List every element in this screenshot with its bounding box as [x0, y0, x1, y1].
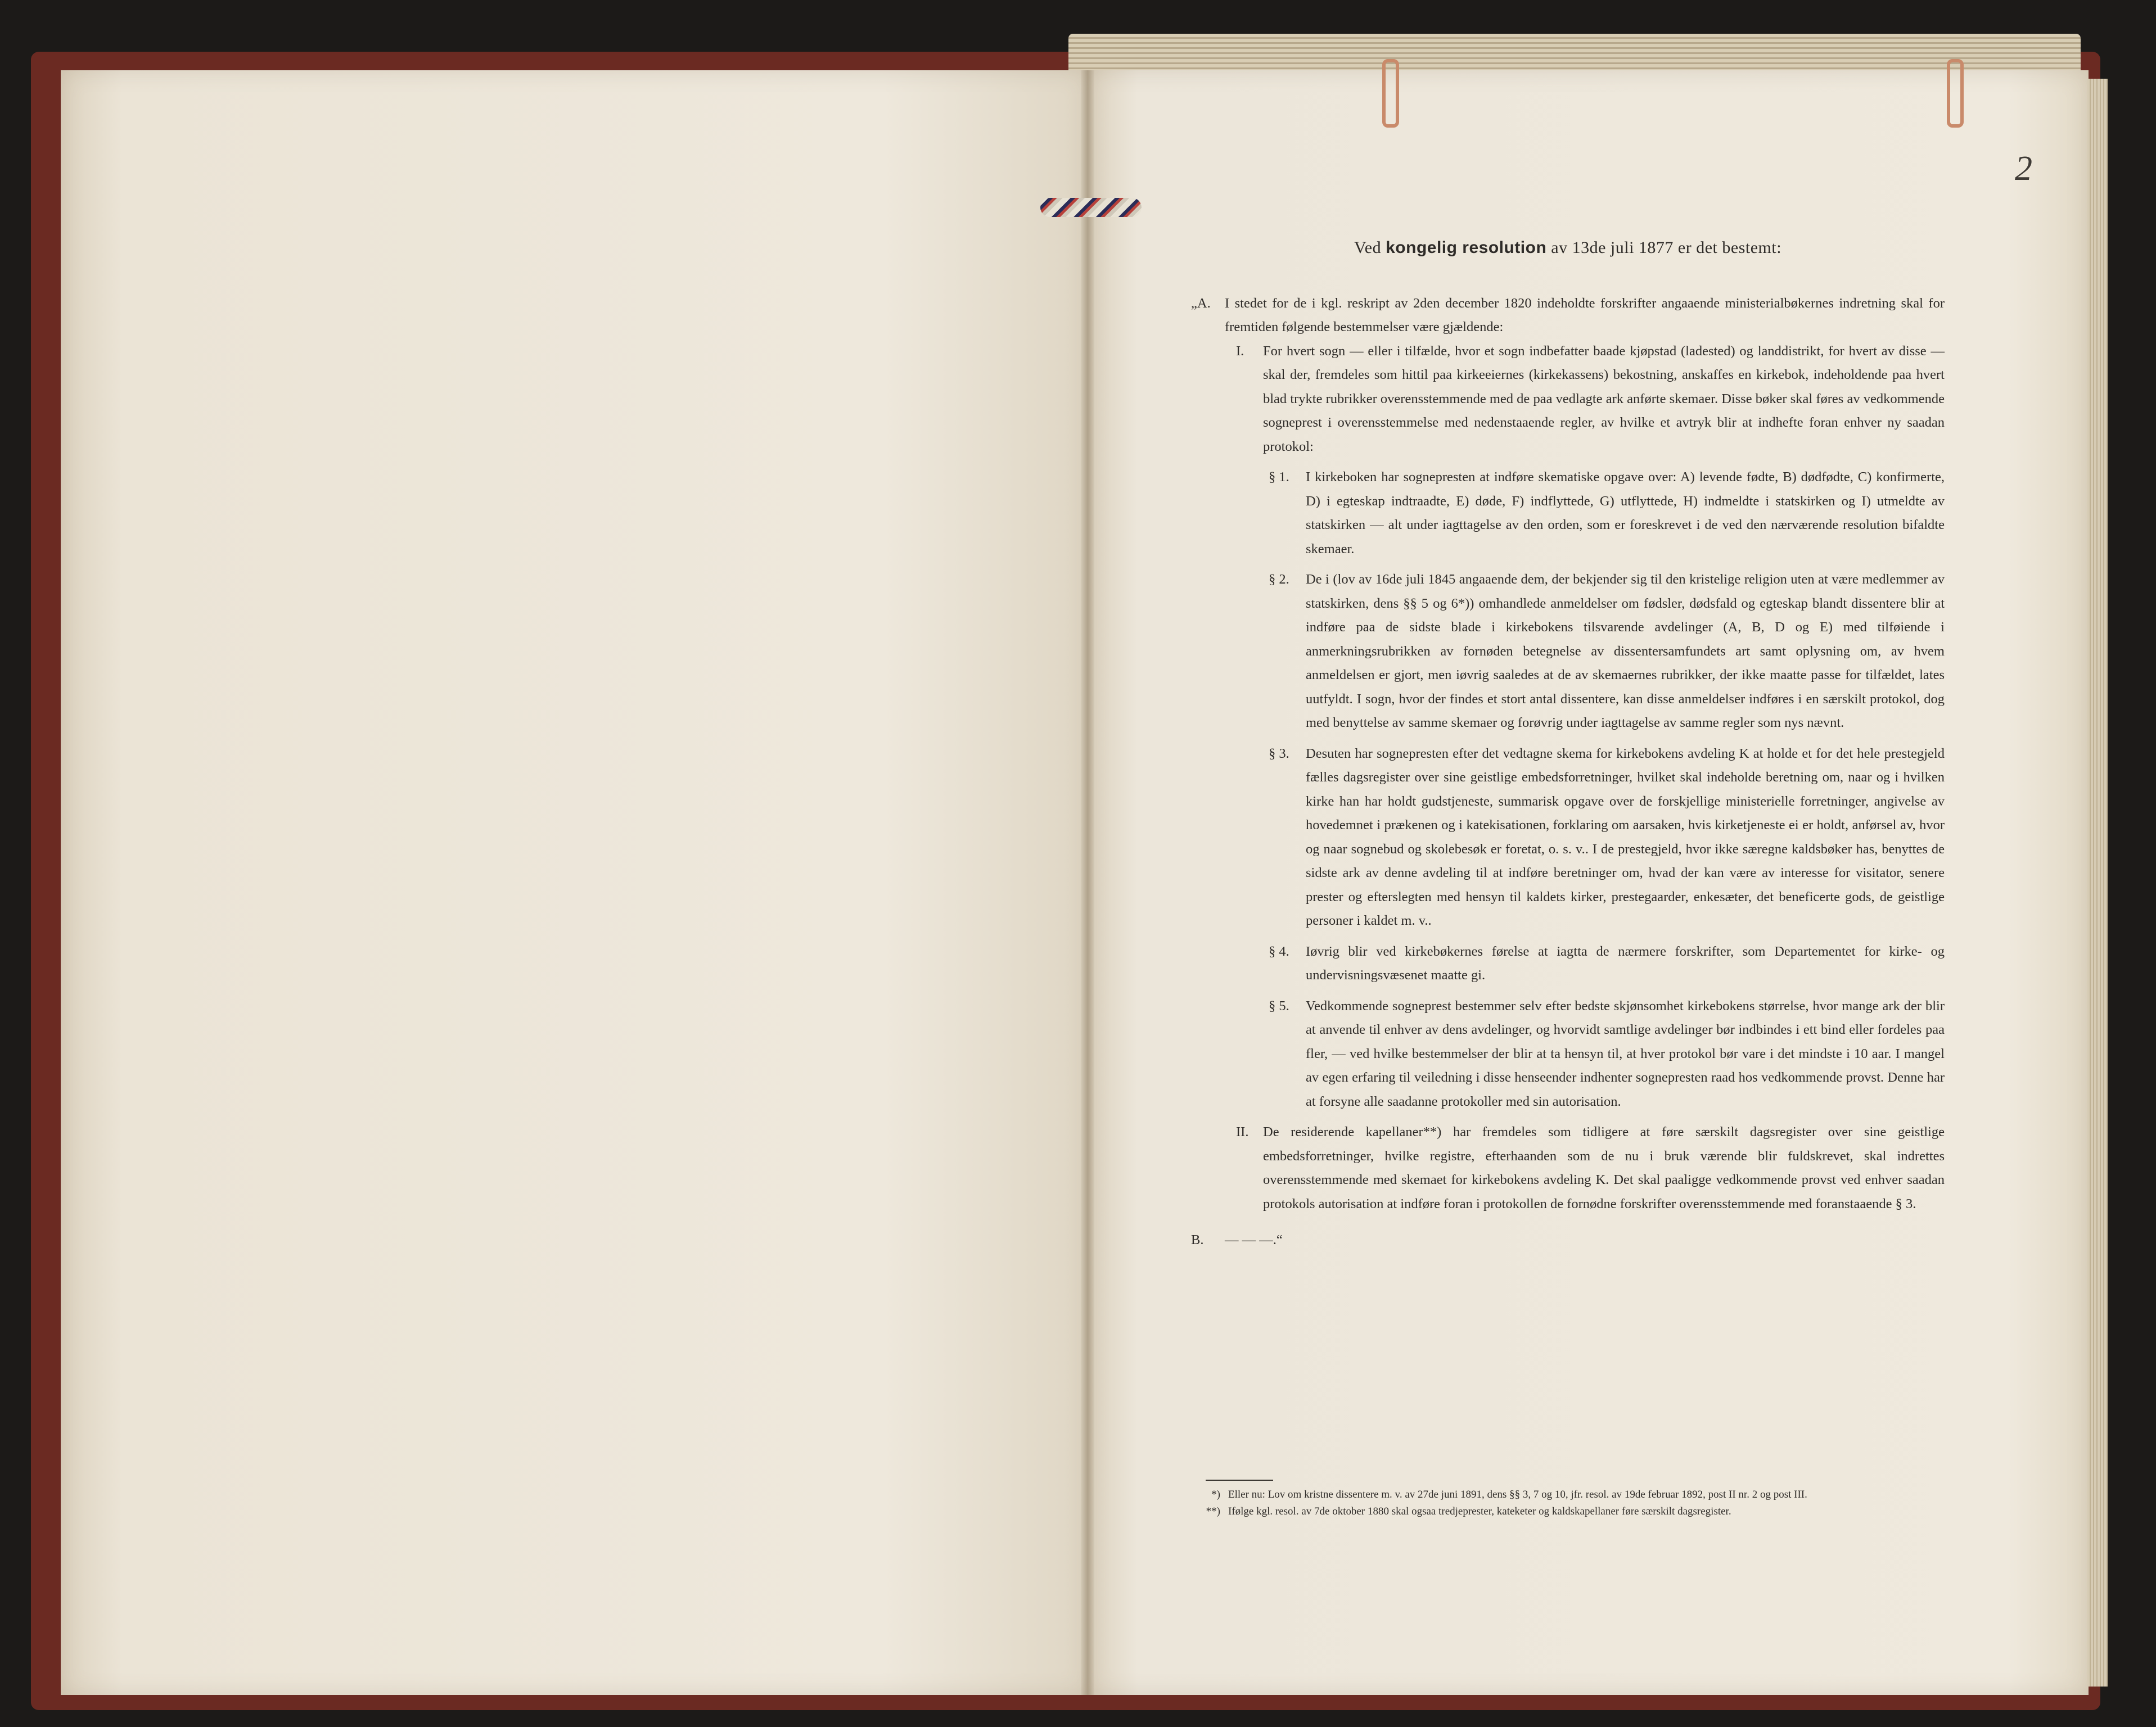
paragraph-label: § 4.: [1269, 943, 1289, 959]
section-b: [1191, 1228, 1945, 1253]
paragraph-label: § 1.: [1269, 469, 1289, 485]
paragraph-2: [1269, 568, 1945, 735]
paragraph-label: § 2.: [1269, 572, 1289, 587]
footnote-1: [1194, 1486, 1950, 1503]
footnote-divider: [1206, 1480, 1273, 1481]
book-gutter: [1081, 70, 1094, 1695]
footnote-mark: **): [1206, 1506, 1220, 1517]
left-page: [61, 70, 1088, 1695]
section-a-label: „A.: [1191, 295, 1211, 311]
paragraph-label: § 5.: [1269, 998, 1289, 1014]
point-ii: [1236, 1120, 1945, 1216]
paragraph-3: [1269, 742, 1945, 933]
resolution-text: [1191, 236, 1945, 1253]
point-ii-text: De residerende kapellaner**) har fremdeles som tidligere at føre særskilt dagsregister over sine geistlige embedsforretninger, hvilke registre, efterhaanden som de nu i bruk værende blir fuldskrevet, skal indrettes overensstemmende med skemaet for kirkebokens avdeling K. Det skal paaligge vedkommende provst ved enhver saadan protokols autorisation at indføre foran i protokollen de fornødne forskrifter overensstemmende med foranstaaende § 3.: [1263, 1124, 1945, 1211]
paragraph-text: Desuten har sognepresten efter det vedtagne skema for kirkebokens avdeling K at holde et for det hele prestegjeld fælles dagsregister over sine geistlige embedsforretninger, hvilket skal indeholde beretning om, naar og i hvilken kirke han har holdt gudstjeneste, summarisk opgave over de forskjellige ministerielle forretninger, angivelse av hovedemnet i prækenen og i katekisationen, forklaring om aarsaken, hvis kirketjeneste ei er holdt, anførsel av, hvor og naar sognebud og skolebesøk er foretat, o. s. v.. I de prestegjeld, hvor ikke særegne kaldsbøker has, benyttes de sidste ark av denne avdeling til at indføre beretninger om, hvad der kan være av interesse for visitator, senere prester og efterslegten med hensyn til kaldets kirker, prestegaarder, enkesæter, det beneficerte gods, de geistlige personer i kaldet m. v..: [1306, 745, 1945, 928]
binding-thread: [1040, 198, 1142, 217]
point-i-text: For hvert sogn — eller i tilfælde, hvor et sogn indbefatter baade kjøpstad (ladested) og landdistrikt, for hvert av disse — skal der, fremdeles som hittil paa kirkeeiernes (kirkekassens) bekostning, anskaffes en kirkebok, indeholdende paa hvert blad trykte rubrikker overensstemmende med de paa vedlagte ark anførte skemaer. Disse bøker skal føres av vedkommende sogneprest i overensstemmelse med nedenstaaende regler, av hvilke et avtryk blir at indhefte foran enhver ny saadan protokol:: [1263, 343, 1945, 454]
page-heading: Ved kongelig resolution av 13de juli 1877 er det bestemt:: [1354, 238, 1782, 257]
paper-clip-icon: [1382, 59, 1399, 128]
paragraph-text: I kirkeboken har sognepresten at indføre skematiske opgave over: A) levende fødte, B) dødfødte, C) konfirmerte, D) i egteskap indtraadte, E) døde, F) indflyttede, G) utflyttede, H) indmeldte i statskirken og I) utmeldte av statskirken — alt under iagttagelse av den orden, som er foreskrevet i de ved den nærværende resolution bifaldte skemaer.: [1306, 469, 1945, 557]
section-b-text: — — —.“: [1225, 1232, 1283, 1247]
point-i-label: I.: [1236, 343, 1244, 359]
paragraph-5: [1269, 994, 1945, 1114]
paragraph-text: Vedkommende sogneprest bestemmer selv efter bedste skjønsomhet kirkebokens størrelse, hvor mange ark der blir at anvende til enhver av dens avdelinger, og hvorvidt samtlige avdelinger bør indbindes i ett bind eller fordeles paa fler, — ved hvilke bestemmelser der blir at ta hensyn til, at hver protokol bør vare i det mindste i 10 aar. I mangel av egen erfaring til veiledning i disse henseender indhenter sognepresten raad hos vedkommende provst. Denne har at forsyne alle saadanne protokoller med sin autorisation.: [1306, 998, 1945, 1109]
footnotes: [1194, 1480, 1950, 1520]
paper-clip-icon: [1947, 59, 1964, 128]
paragraph-4: [1269, 940, 1945, 988]
footnote-mark: *): [1211, 1489, 1220, 1500]
point-ii-label: II.: [1236, 1124, 1249, 1140]
paragraph-label: § 3.: [1269, 745, 1289, 761]
section-b-label: B.: [1191, 1232, 1204, 1247]
paragraph-text: De i (lov av 16de juli 1845 angaaende dem, der bekjender sig til den kristelige religion uten at være medlemmer av statskirken, dens §§ 5 og 6*)) omhandlede anmeldelser om fødsler, dødsfald og egteskap blandt dissentere blir at indføre paa de sidste blade i kirkebokens tilsvarende avdelinger (A, B, D og E) med tilføiende i anmerkningsrubrikken av fornøden betegnelse av dissentersamfundets art samt oplysning om, av hvem anmeldelsen er gjort, men iøvrig saaledes at de av skemaernes rubrikker, der ikke maatte passe for tilfældet, lates uutfyldt. I sogn, hvor der findes et stort antal dissentere, kan disse anmeldelser indføres i en særskilt protokol, dog med benyttelse av samme skemaer og forøvrig under iagttagelse av samme regler som nys nævnt.: [1306, 572, 1945, 730]
paragraph-text: Iøvrig blir ved kirkebøkernes førelse at iagtta de nærmere forskrifter, som Departementet for kirke- og undervisningsvæsenet maatte gi.: [1306, 943, 1945, 983]
footnote-text: Ifølge kgl. resol. av 7de oktober 1880 skal ogsaa tredjeprester, kateketer og kaldskapellaner føre særskilt dagsregister.: [1228, 1506, 1731, 1517]
page-edges-top: [1068, 34, 2081, 73]
footnote-2: [1194, 1503, 1950, 1520]
section-a: [1191, 292, 1945, 340]
page-number: 2: [2015, 150, 2032, 188]
section-a-intro: I stedet for de i kgl. reskript av 2den december 1820 indeholdte forskrifter angaaende ministerialbøkernes indretning skal for fremtiden følgende bestemmelser være gjældende:: [1225, 295, 1945, 334]
paragraph-1: [1269, 465, 1945, 561]
point-i: [1236, 340, 1945, 459]
footnote-text: Eller nu: Lov om kristne dissentere m. v. av 27de juni 1891, dens §§ 3, 7 og 10, jfr. resol. av 19de februar 1892, post II nr. 2 og post III.: [1228, 1489, 1807, 1500]
right-page-edge: [2087, 79, 2108, 1687]
heading-emphasis: kongelig resolution: [1386, 238, 1547, 257]
